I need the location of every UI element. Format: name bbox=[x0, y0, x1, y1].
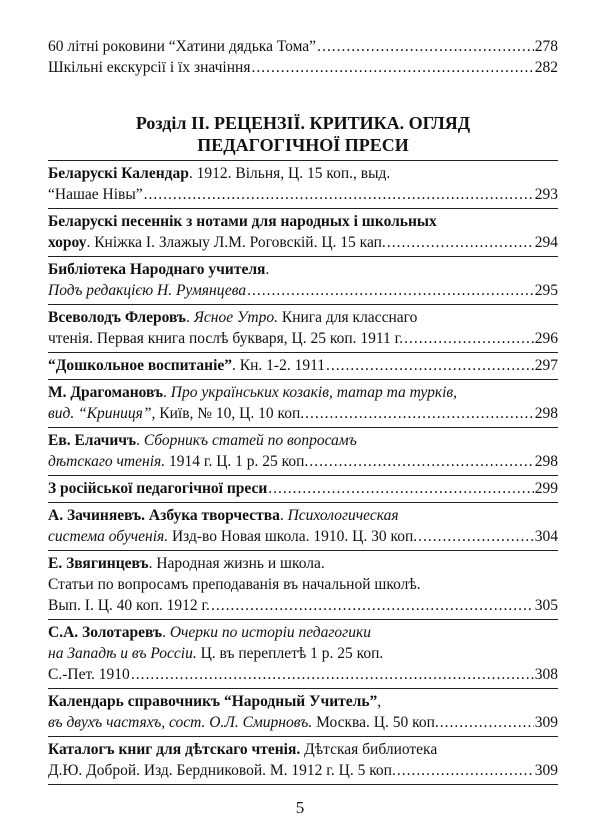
entry-title: хороу bbox=[48, 234, 87, 251]
entry-text: Изд-во Новая школа. 1910. Ц. 30 коп. bbox=[168, 528, 418, 545]
entry-title: А. Зачиняевъ. Азбука творчества bbox=[48, 507, 280, 524]
toc-entry-page: 293 bbox=[534, 186, 558, 203]
entry-title: З російської педагогічної преси bbox=[48, 480, 268, 497]
leader-dots bbox=[268, 478, 533, 499]
toc-entry-page: 282 bbox=[534, 59, 558, 76]
entry-text: . bbox=[185, 309, 190, 326]
entry-title: Календарь справочникъ “Народный Учитель” bbox=[48, 693, 378, 710]
entry-text: . bbox=[279, 507, 284, 524]
toc-entry-page: 308 bbox=[534, 666, 558, 683]
toc-entry bbox=[48, 36, 558, 57]
section-heading-line1: Розділ ІІ. РЕЦЕНЗІЇ. КРИТИКА. ОГЛЯД bbox=[135, 113, 471, 133]
leader-dots bbox=[440, 712, 534, 733]
toc-top-list bbox=[48, 36, 558, 78]
entry-text: С.-Пет. 1910 bbox=[48, 666, 130, 683]
toc-entry-page: 305 bbox=[534, 597, 558, 614]
toc-entry bbox=[48, 57, 558, 78]
leader-dots bbox=[131, 664, 534, 685]
entry-title: Беларускі Календар bbox=[48, 165, 189, 182]
entry-text: Книга для класснаго bbox=[278, 309, 418, 326]
entry-title: М. Драгомановъ bbox=[48, 384, 164, 401]
entry-italic: въ двухъ частяхъ, сост. О.Л. Смирновъ. bbox=[48, 714, 313, 731]
entry-italic: на Западѣ и въ Россіи. bbox=[48, 645, 197, 662]
toc-entry bbox=[48, 428, 558, 476]
toc-entry-page: 298 bbox=[534, 453, 558, 470]
toc-section-entries bbox=[48, 160, 558, 785]
entry-text: . Кніжка І. Злажыу Л.М. Роговскій. Ц. 15 кап. bbox=[86, 234, 386, 251]
entry-title: “Дошкольное воспитаніе” bbox=[48, 357, 233, 374]
toc-entry bbox=[48, 476, 558, 503]
toc-entry-page: 297 bbox=[534, 357, 558, 374]
entry-title: Каталогъ книг для дѣтскаго чтенія. bbox=[48, 741, 301, 758]
entry-italic: вид. “Криниця”, bbox=[48, 405, 156, 422]
entry-text: 1914 г. Ц. 1 р. 25 коп. bbox=[165, 453, 309, 470]
toc-entry bbox=[48, 689, 558, 737]
leader-dots bbox=[211, 595, 534, 616]
entry-italic: Сборникъ статей по вопросамъ bbox=[143, 432, 357, 449]
entry-text: чтенія. Первая книга послѣ букваря, Ц. 25 коп. 1911 г. bbox=[48, 330, 404, 347]
toc-entry bbox=[48, 305, 558, 353]
entry-text: Д.Ю. Доброй. Изд. Бердниковой. М. 1912 г. Ц. 5 коп. bbox=[48, 762, 396, 779]
entry-title: Е. Звягинцевъ bbox=[48, 555, 149, 572]
toc-entry-page: 298 bbox=[534, 405, 558, 422]
entry-italic: Очерки по исторіи педагогики bbox=[169, 624, 371, 641]
toc-entry bbox=[48, 353, 558, 380]
leader-dots bbox=[251, 57, 533, 78]
leader-dots bbox=[397, 760, 534, 781]
entry-title: Всеволодъ Флеровъ bbox=[48, 309, 186, 326]
entry-text: . bbox=[265, 261, 270, 278]
section-heading-line2: ПЕДАГОГІЧНОЇ ПРЕСИ bbox=[197, 135, 409, 155]
toc-entry-page: 296 bbox=[534, 330, 558, 347]
leader-dots bbox=[326, 355, 534, 376]
toc-entry-page: 299 bbox=[534, 480, 558, 497]
entry-text: “Нашае Нівы” bbox=[48, 186, 143, 203]
toc-entry-page: 295 bbox=[534, 282, 558, 299]
entry-italic: дѣтскаго чтенія. bbox=[48, 453, 166, 470]
toc-entry-title: 60 літні роковини “Хатини дядька Тома” bbox=[48, 38, 317, 55]
entry-text: . 1912. Вільня, Ц. 15 коп., выд. bbox=[188, 165, 391, 182]
leader-dots bbox=[317, 36, 534, 57]
toc-entry-page: 304 bbox=[534, 528, 558, 545]
entry-text: Дѣтская библиотека bbox=[300, 741, 438, 758]
entry-italic: Психологическая bbox=[287, 507, 399, 524]
entry-text: Ц. въ переплетѣ 1 р. 25 коп. bbox=[196, 645, 384, 662]
entry-italic: Подъ редакцією Н. Румянцева bbox=[48, 282, 247, 299]
leader-dots bbox=[309, 451, 533, 472]
entry-text: Київ, № 10, Ц. 10 коп. bbox=[155, 405, 305, 422]
entry-text: , bbox=[377, 693, 382, 710]
toc-entry bbox=[48, 551, 558, 620]
toc-entry bbox=[48, 380, 558, 428]
page-number: 5 bbox=[295, 798, 305, 817]
leader-dots bbox=[404, 328, 534, 349]
entry-text: . bbox=[163, 384, 167, 401]
toc-entry-page: 278 bbox=[534, 38, 558, 55]
toc-entry bbox=[48, 503, 558, 551]
entry-text: Статьи по вопросамъ преподаванія въ начальной школѣ. bbox=[48, 576, 421, 593]
entry-text: . Кн. 1-2. 1911 bbox=[232, 357, 326, 374]
section-heading bbox=[48, 112, 558, 156]
entry-title: Библіотека Народнаго учителя bbox=[48, 261, 266, 278]
entry-title: Беларускі песеннік з нотами для народных і школьных bbox=[48, 213, 437, 230]
leader-dots bbox=[387, 232, 534, 253]
entry-text: Вып. І. Ц. 40 коп. 1912 г. bbox=[48, 597, 210, 614]
entry-text: . bbox=[136, 432, 140, 449]
entry-text: . bbox=[162, 624, 166, 641]
toc-entry-page: 294 bbox=[534, 234, 558, 251]
entry-title: Ев. Елачичъ bbox=[48, 432, 137, 449]
toc-entry-page: 309 bbox=[534, 714, 558, 731]
toc-entry bbox=[48, 620, 558, 689]
entry-text: Москва. Ц. 50 коп. bbox=[312, 714, 439, 731]
entry-text: . Народная жизнь и школа. bbox=[148, 555, 325, 572]
toc-entry-page: 309 bbox=[534, 762, 558, 779]
toc-entry bbox=[48, 209, 558, 257]
toc-entry bbox=[48, 737, 558, 785]
toc-entry bbox=[48, 160, 558, 209]
entry-italic: Ясное Утро. bbox=[193, 309, 278, 326]
entry-italic: система обученія. bbox=[48, 528, 169, 545]
entry-italic: Про українських козаків, татар та турків, bbox=[170, 384, 458, 401]
toc-entry bbox=[48, 257, 558, 305]
leader-dots bbox=[247, 280, 534, 301]
entry-title: С.А. Золотаревъ bbox=[48, 624, 163, 641]
leader-dots bbox=[305, 403, 534, 424]
toc-entry-title: Шкільні екскурсії і їх значіння bbox=[48, 59, 251, 76]
leader-dots bbox=[418, 526, 534, 547]
leader-dots bbox=[144, 184, 534, 205]
